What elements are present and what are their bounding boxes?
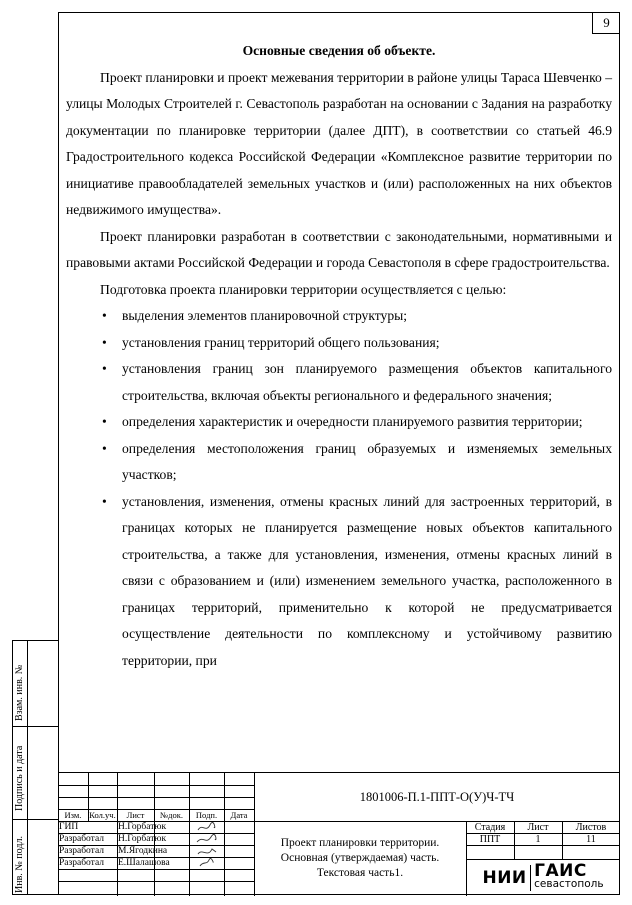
row-name: Н.Горбатюк [118,822,167,832]
document-title [254,821,466,896]
page-number: 9 [592,12,620,34]
row-name: М.Ягодкина [118,846,168,856]
paragraph-2: Проект планировки разработан в соответствии с законодательными, нормативными и правовыми актами Российской Федерации и города Севастополя в сфере градостроительства. [66,228,612,270]
sheet-header: Лист [527,821,549,833]
logo-left: НИИ [482,867,527,888]
doc-title-line: Основная (утверждаемая) часть. [280,852,440,864]
document-code: 1801006-П.1-ППТ-О(У)Ч-ТЧ [359,789,515,804]
row-role: Разработал [59,846,104,856]
title-block [58,772,620,895]
row-role: Разработал [59,834,104,844]
signature-marks [194,821,220,869]
section-heading: Основные сведения об объекте. [242,43,436,58]
doc-title-line: Текстовая часть1. [316,867,404,879]
list-item: • выделения элементов планировочной структуры; [66,303,612,330]
list-item: • определения характеристик и очередности планируемого развития территории; [66,409,612,436]
sheets-header: Листов [575,821,607,833]
paragraph-3: Подготовка проекта планировки территории осуществляется с целью: [100,281,507,297]
row-role: ГИП [59,822,79,832]
list-item: • определения местоположения границ образуемых и изменяемых земельных участков; [66,436,612,489]
row-name: Е.Шалашова [118,858,170,868]
col-header-podp: Подп. [195,810,218,820]
col-header-list: Лист [126,810,145,820]
paragraph-1: Проект планировки и проект межевания территории в районе улицы Тараса Шевченко – улицы Молодых Строителей г. Севастополь разработан на основании с Задания на разработку документации по планировке территории (далее ДПТ), в соответствии со статьей 46.9 Градостроительного кодекса Российской Федерации «Комплексное развитие территории по инициативе правообладателей земельных участков и (или) расположенных на них объектов недвижимого имущества». [66,69,612,217]
logo-divider [530,865,532,891]
doc-title-line: Проект планировки территории. [280,837,440,849]
side-label-podpis: Подпись и дата [14,745,25,811]
side-binding-strip [12,640,58,895]
col-header-kol: Кол.уч. [89,810,116,820]
sheets-value: 11 [586,833,596,845]
col-header-ndok: №док. [160,810,183,820]
side-label-vzam: Взам. инв. № [14,664,25,721]
row-name: Н.Горбатюк [118,834,167,844]
stage-header: Стадия [474,821,506,833]
goals-list [66,303,612,674]
logo-right: ГАИС [534,860,587,881]
col-header-data: Дата [230,810,248,820]
list-item: • установления, изменения, отмены красных линий для застроенных территорий, в границах которых не планируется размещение новых объектов капитального строительства, а также для установления, изменения, отмены красных линий в связи с образованием и (или) изменением земельного участка, расположенного в границах территорий, применительно к которой не предусматривается осуществление деятельности по комплексному и устойчивому развитию территории, при [66,489,612,675]
list-item: • установления границ территорий общего пользования; [66,330,612,357]
stage-value: ППТ [479,833,501,845]
company-logo [466,859,620,896]
row-role: Разработал [59,858,104,868]
list-item: • установления границ зон планируемого размещения объектов капитального строительства, включая объекты регионального и федерального значения; [66,356,612,409]
sheet-value: 1 [535,833,541,845]
logo-subtitle: севастополь [534,877,604,890]
col-header-izm: Изм. [64,810,82,820]
document-body [66,38,612,674]
side-label-inv: Инв. № подл. [14,836,25,893]
